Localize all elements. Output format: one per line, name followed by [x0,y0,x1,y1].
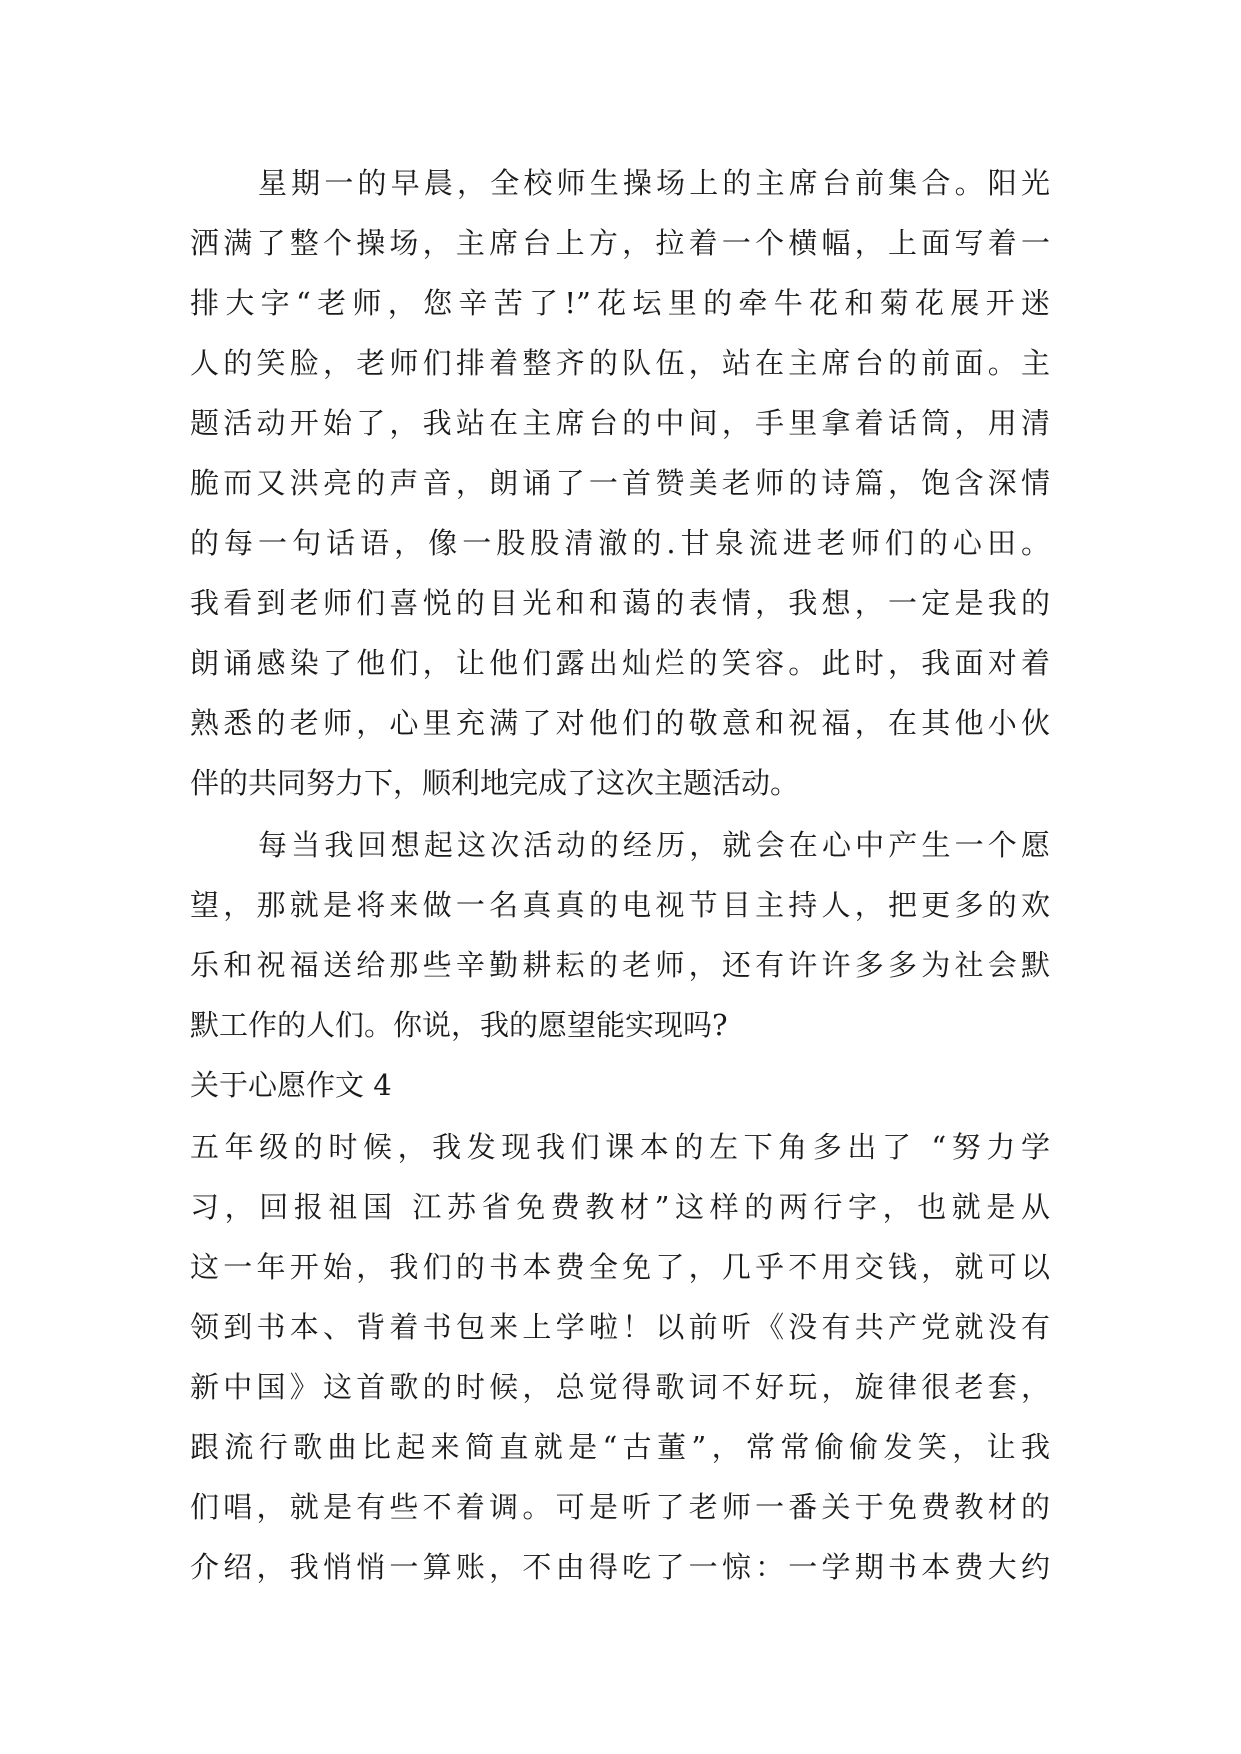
paragraph-line: 介绍，我悄悄一算账，不由得吃了一惊：一学期书本费大约 [190,1550,1050,1584]
paragraph-line: 习，回报祖国 江苏省免费教材”这样的两行字，也就是从 [190,1190,1050,1224]
paragraph-line: 五年级的时候，我发现我们课本的左下角多出了 “努力学 [190,1130,1050,1164]
paragraph-line: 人的笑脸，老师们排着整齐的队伍，站在主席台的前面。主 [190,346,1050,380]
paragraph-line: 跟流行歌曲比起来简直就是“古董”，常常偷偷发笑，让我 [190,1430,1050,1464]
section-heading: 关于心愿作文 4 [190,1068,392,1102]
paragraph-line: 熟悉的老师，心里充满了对他们的敬意和祝福，在其他小伙 [190,706,1050,740]
paragraph-line: 每当我回想起这次活动的经历，就会在心中产生一个愿 [258,828,1050,862]
paragraph-line: 我看到老师们喜悦的目光和和蔼的表情，我想，一定是我的 [190,586,1050,620]
paragraph-line: 题活动开始了，我站在主席台的中间，手里拿着话筒，用清 [190,406,1050,440]
paragraph-line: 朗诵感染了他们，让他们露出灿烂的笑容。此时，我面对着 [190,646,1050,680]
paragraph-line: 乐和祝福送给那些辛勤耕耘的老师，还有许许多多为社会默 [190,948,1050,982]
paragraph-line: 的每一句话语，像一股股清澈的.甘泉流进老师们的心田。 [190,526,1050,560]
paragraph-line: 星期一的早晨，全校师生操场上的主席台前集合。阳光 [258,166,1050,200]
paragraph-line: 洒满了整个操场，主席台上方，拉着一个横幅，上面写着一 [190,226,1050,260]
paragraph-line: 领到书本、背着书包来上学啦！以前听《没有共产党就没有 [190,1310,1050,1344]
paragraph-line: 望，那就是将来做一名真真的电视节目主持人，把更多的欢 [190,888,1050,922]
paragraph-line: 脆而又洪亮的声音，朗诵了一首赞美老师的诗篇，饱含深情 [190,466,1050,500]
paragraph-line: 伴的共同努力下，顺利地完成了这次主题活动。 [190,766,800,800]
paragraph-line: 这一年开始，我们的书本费全免了，几乎不用交钱，就可以 [190,1250,1050,1284]
paragraph-line: 新中国》这首歌的时候，总觉得歌词不好玩，旋律很老套， [190,1370,1050,1404]
paragraph-line: 排大字“老师，您辛苦了!”花坛里的牵牛花和菊花展开迷 [190,286,1050,320]
paragraph-line: 们唱，就是有些不着调。可是听了老师一番关于免费教材的 [190,1490,1050,1524]
paragraph-line: 默工作的人们。你说，我的愿望能实现吗? [190,1008,728,1042]
